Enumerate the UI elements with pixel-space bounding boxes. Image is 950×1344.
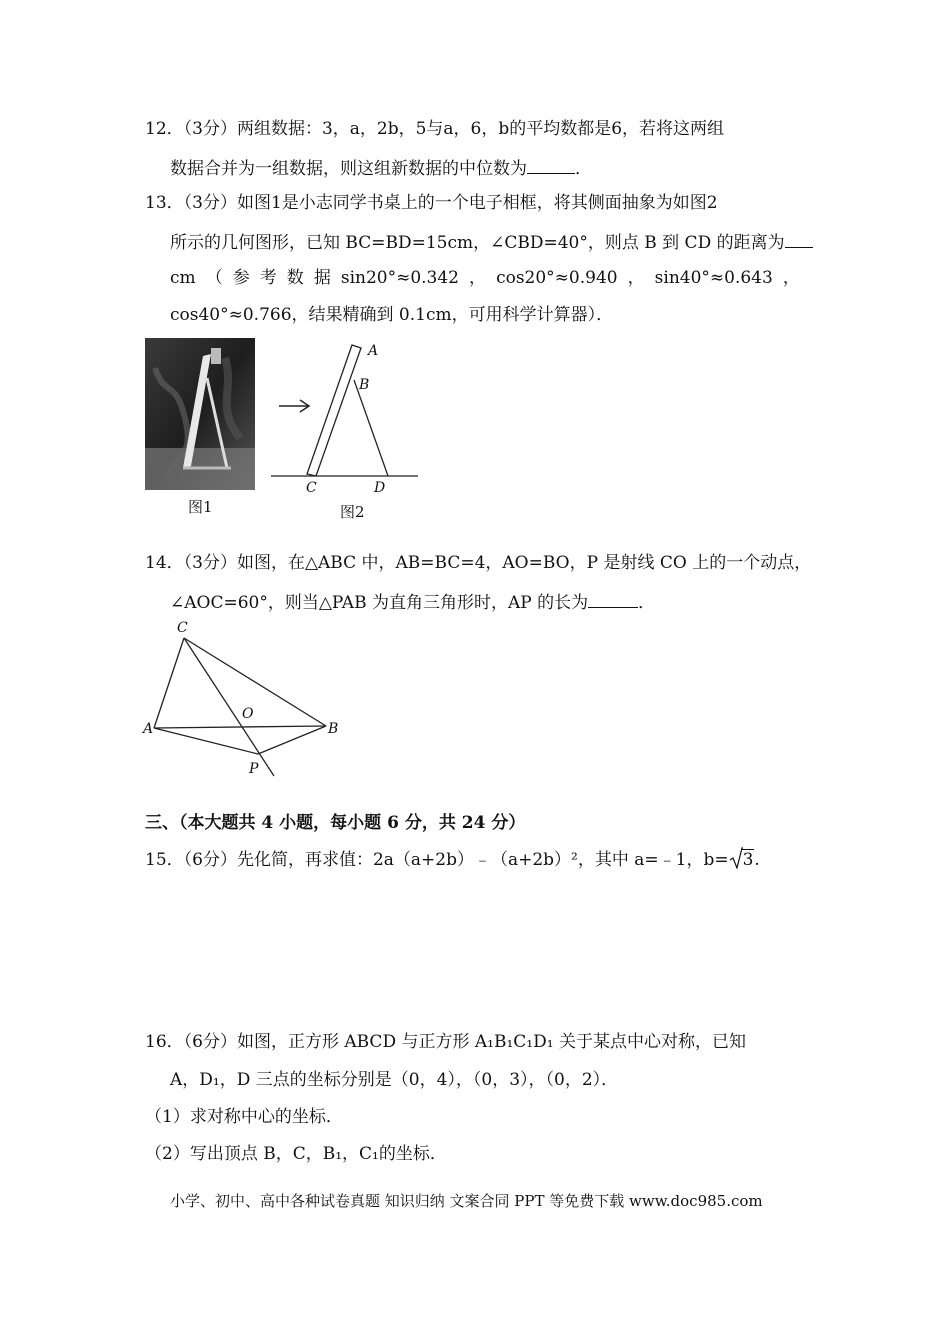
q12-line2 <box>170 155 592 181</box>
q13-figure1-photo <box>145 338 255 490</box>
q13-figure2-caption: 图2 <box>340 503 365 521</box>
q16-line2: A，D₁，D 三点的坐标分别是（0，4），（0，3），（0，2）． <box>170 1070 619 1090</box>
page-footer: 小学、初中、高中各种试卷真题 知识归纳 文案合同 PPT 等免费下载 www.doc985.com <box>170 1192 763 1210</box>
q13-ref-6: sin20°≈0.342 <box>340 268 459 288</box>
q14-triangle-diagram <box>140 620 350 780</box>
q13-line2-text: 所示的几何图形，已知 BC=BD=15cm，∠CBD=40°，则点 B 到 CD 的距离为 <box>170 233 785 253</box>
q13-ref-7: ， <box>469 268 487 288</box>
q14-line2 <box>170 589 655 615</box>
q15-radicand: 3 <box>742 850 754 870</box>
q14-label-P: P <box>249 761 259 777</box>
q13-label-D: D <box>374 480 386 496</box>
q13-ref-4: 数 <box>286 268 304 288</box>
q15-line <box>145 848 760 872</box>
q13-figure2-diagram <box>268 338 423 498</box>
q13-ref-11: ， <box>782 268 800 288</box>
q14-label-O: O <box>242 706 254 722</box>
q13-ref-8: cos20°≈0.940 <box>496 268 618 288</box>
q16-part1: （1）求对称中心的坐标． <box>145 1107 343 1127</box>
q16-line1: 16．（6分）如图，正方形 ABCD 与正方形 A₁B₁C₁D₁ 关于某点中心对称，已知 <box>145 1032 746 1052</box>
q14-line2-text: ∠AOC=60°，则当△PAB 为直角三角形时，AP 的长为 <box>170 593 589 613</box>
q13-line1: 13．（3分）如图1是小志同学书桌上的一个电子相框，将其侧面抽象为如图2 <box>145 193 718 213</box>
q13-ref-5: 据 <box>313 268 331 288</box>
q14-label-C: C <box>177 620 188 636</box>
q13-label-C: C <box>306 480 317 496</box>
q13-line4: cos40°≈0.766，结果精确到 0.1cm，可用科学计算器）． <box>170 305 614 325</box>
sqrt-symbol <box>729 848 755 872</box>
q12-line2-end: ． <box>575 159 592 179</box>
q13-ref-3: 考 <box>259 268 277 288</box>
q12-line1: 12．（3分）两组数据：3，a，2b，5与a，6，b的平均数都是6，若将这两组 <box>145 119 725 139</box>
q14-label-B: B <box>328 721 339 737</box>
q13-ref-9: ， <box>627 268 645 288</box>
q15-text: 15．（6分）先化简，再求值：2a（a+2b）﹣（a+2b）²，其中 a=﹣1，b= <box>145 850 729 870</box>
q14-answer-blank <box>588 589 638 608</box>
q12-line2-text: 数据合并为一组数据，则这组新数据的中位数为 <box>170 159 527 179</box>
q14-line2-end: ． <box>638 593 656 613</box>
q14-line1: 14．（3分）如图，在△ABC 中，AB=BC=4，AO=BO，P 是射线 CO 上的一个动点， <box>145 553 812 573</box>
q16-part2: （2）写出顶点 B，C，B₁，C₁的坐标． <box>145 1144 447 1164</box>
q13-label-B: B <box>359 377 370 393</box>
q12-answer-blank <box>527 155 575 174</box>
q13-figure1-caption: 图1 <box>188 498 213 516</box>
q13-ref-1: （ <box>205 268 223 288</box>
q13-ref-2: 参 <box>232 268 250 288</box>
q13-ref-0: cm <box>170 268 196 288</box>
q14-label-A: A <box>143 721 154 737</box>
q13-answer-blank <box>785 229 813 248</box>
q13-ref-10: sin40°≈0.643 <box>654 268 773 288</box>
section3-title: 三、（本大题共 4 小题，每小题 6 分，共 24 分） <box>145 813 526 833</box>
q13-line2 <box>170 229 813 255</box>
q13-label-A: A <box>368 343 379 359</box>
q15-end: . <box>754 850 760 870</box>
q13-line3 <box>170 266 800 290</box>
